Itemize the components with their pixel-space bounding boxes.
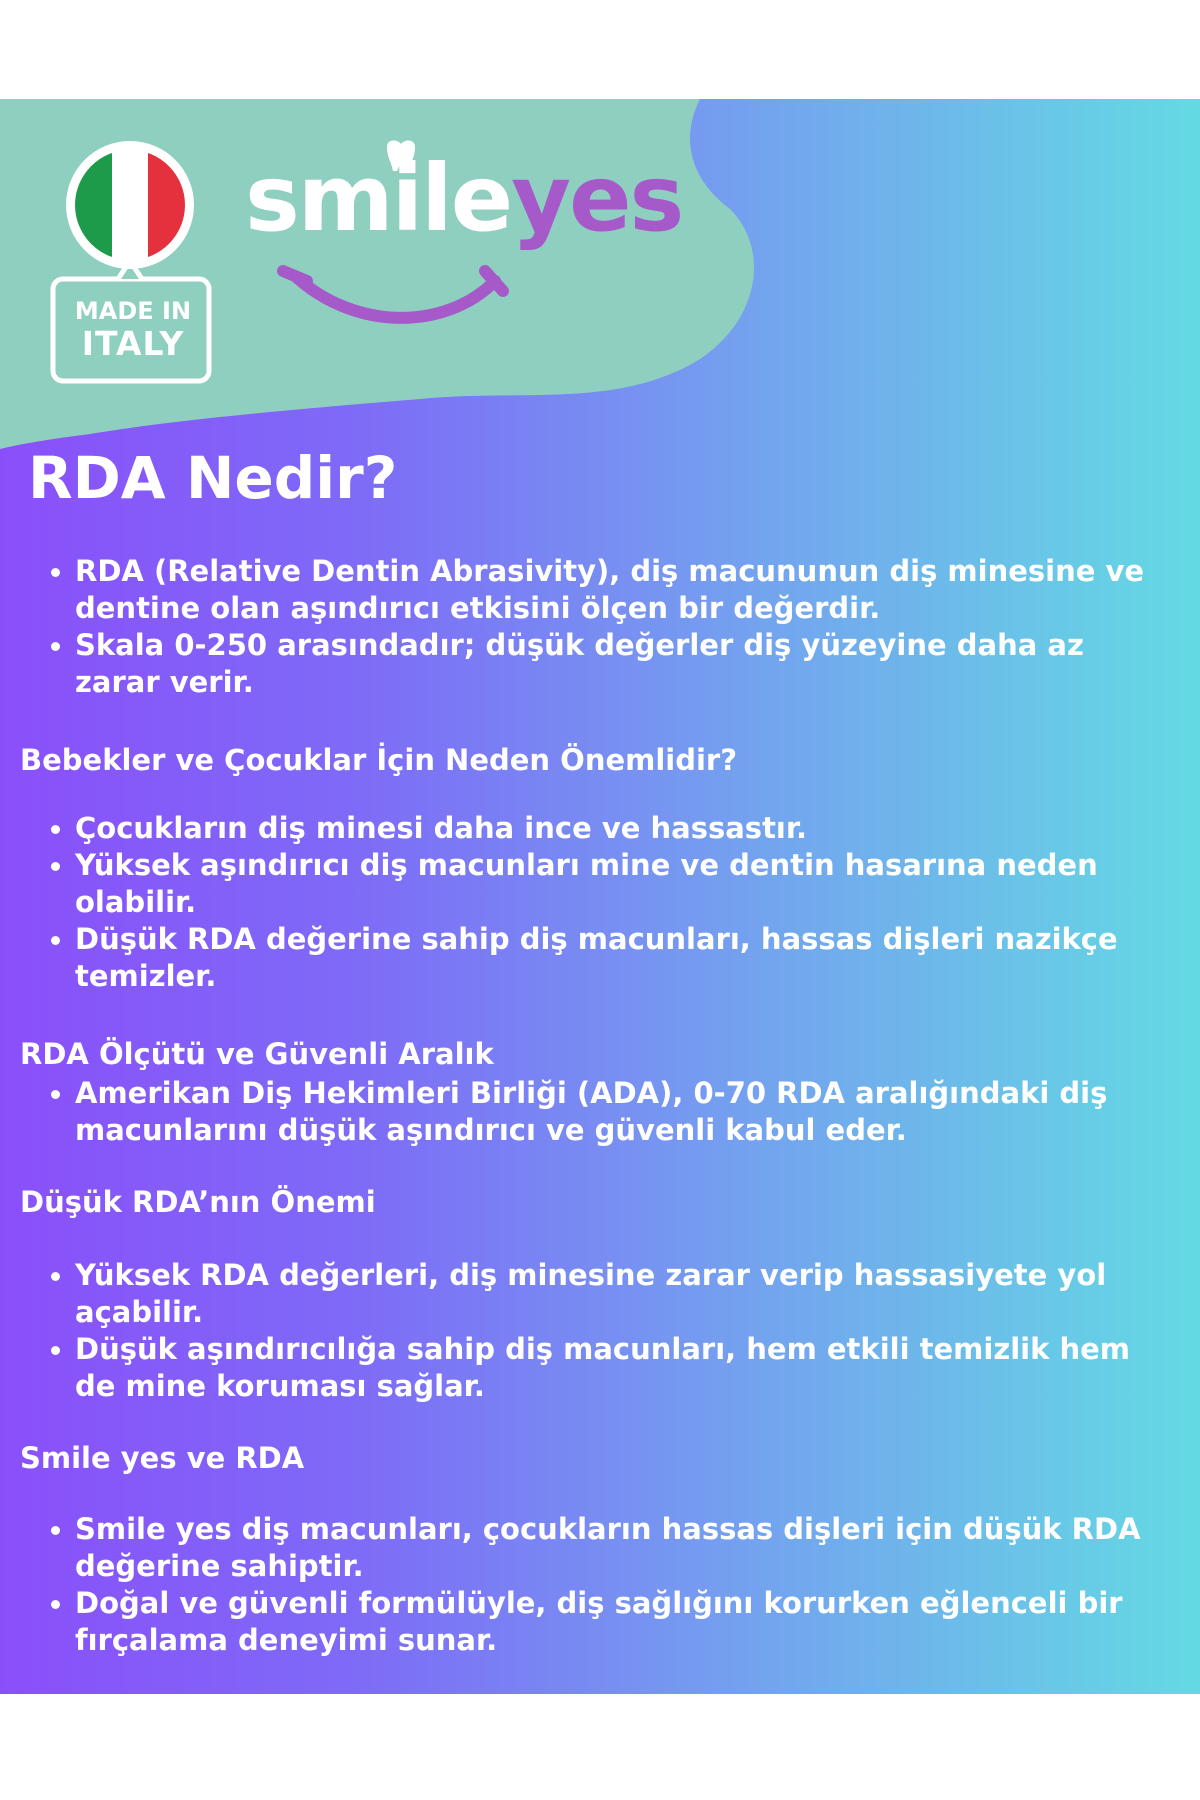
made-in-italy-label: [58, 297, 208, 363]
list-item: Düşük RDA değerine sahip diş macunları, hassas dişleri nazikçe temizler.: [75, 921, 1175, 995]
section4-list: [75, 1257, 1175, 1405]
logo-word-yes: yes: [511, 145, 683, 252]
section2-list: [75, 810, 1175, 995]
section1-list: [75, 553, 1175, 701]
list-item: Çocukların diş minesi daha ince ve hassastır.: [75, 810, 1175, 847]
section3-title: RDA Ölçütü ve Güvenli Aralık: [20, 1037, 494, 1071]
italy-flag-icon: [75, 149, 185, 261]
logo-wordmark: [245, 145, 683, 252]
made-in-italy-badge: [50, 139, 215, 389]
page-title: RDA Nedir?: [28, 444, 398, 512]
info-poster: [0, 99, 1200, 1694]
logo-word-smile: smile: [245, 145, 512, 252]
section5-list: [75, 1511, 1175, 1659]
list-item: Amerikan Diş Hekimleri Birliği (ADA), 0-70 RDA aralığındaki diş macunlarını düşük aşındırıcı ve güvenli kabul eder.: [75, 1075, 1175, 1149]
smile-curve-icon: [295, 276, 495, 318]
made-in-text: MADE IN: [74, 297, 192, 325]
section2-title: Bebekler ve Çocuklar İçin Neden Önemlidir?: [20, 743, 738, 777]
section5-title: Smile yes ve RDA: [20, 1441, 305, 1475]
list-item: Yüksek RDA değerleri, diş minesine zarar verip hassasiyete yol açabilir.: [75, 1257, 1175, 1331]
list-item: Düşük aşındırıcılığa sahip diş macunları, hem etkili temizlik hem de mine koruması sağlar.: [75, 1331, 1175, 1405]
section4-title: Düşük RDA’nın Önemi: [20, 1185, 376, 1219]
italy-text: ITALY: [81, 324, 185, 363]
list-item: Yüksek aşındırıcı diş macunları mine ve dentin hasarına neden olabilir.: [75, 847, 1175, 921]
smileyes-logo: [245, 131, 683, 331]
list-item: RDA (Relative Dentin Abrasivity), diş macununun diş minesine ve dentine olan aşındırıcı etkisini ölçen bir değerdir.: [75, 553, 1175, 627]
section3-list: [75, 1075, 1175, 1149]
list-item: Smile yes diş macunları, çocukların hassas dişleri için düşük RDA değerine sahiptir.: [75, 1511, 1175, 1585]
list-item: Doğal ve güvenli formülüyle, diş sağlığını korurken eğlenceli bir fırçalama deneyimi sunar.: [75, 1585, 1175, 1659]
list-item: Skala 0-250 arasındadır; düşük değerler diş yüzeyine daha az zarar verir.: [75, 627, 1175, 701]
